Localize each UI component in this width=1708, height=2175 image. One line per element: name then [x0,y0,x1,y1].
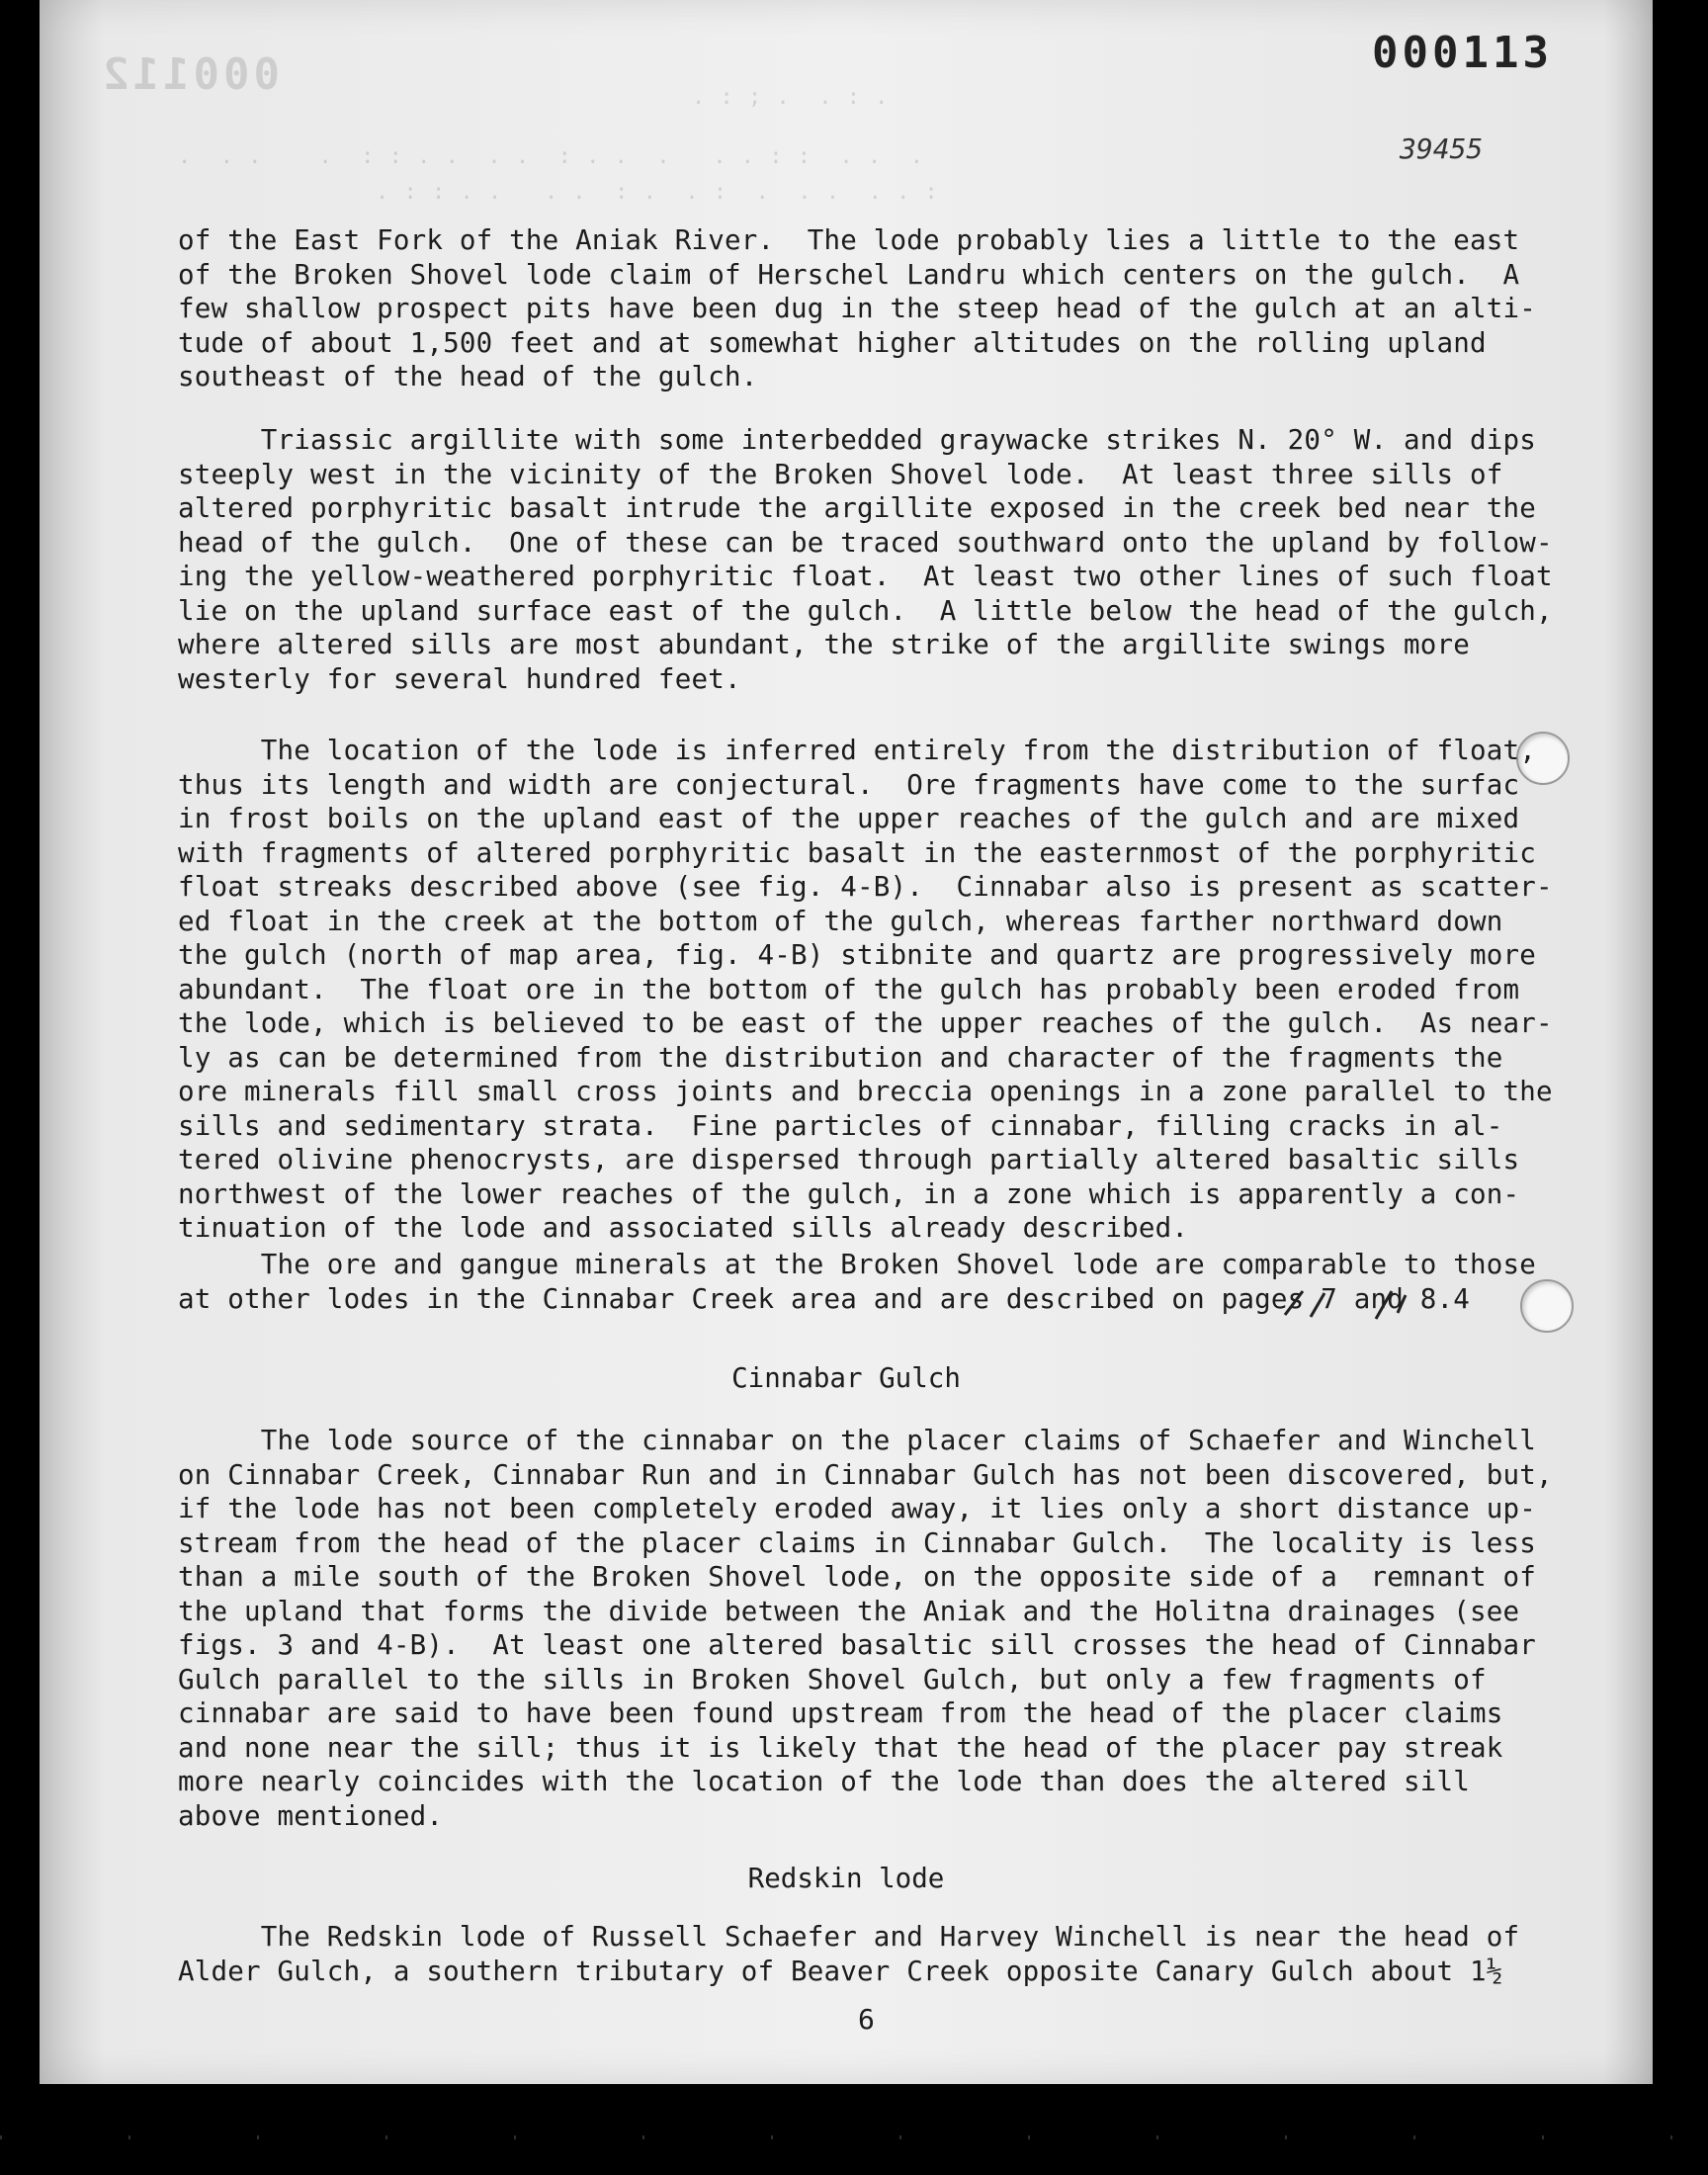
text-line: tude of about 1,500 feet and at somewhat higher altitudes on the rolling upland [178,326,1487,359]
text-line: where altered sills are most abundant, the strike of the argillite swings more [178,629,1470,660]
text-line: more nearly coincides with the location of the lode than does the altered sill [178,1766,1470,1797]
paragraph-2 [178,423,1553,696]
text-line: on Cinnabar Creek, Cinnabar Run and in Cinnabar Gulch has not been discovered, but, [178,1458,1553,1491]
text-line: of the East Fork of the Aniak River. The lode probably lies a little to the east [178,224,1520,256]
text-line: float streaks described above (see fig. 4-B). Cinnabar also is present as scatter- [178,871,1553,903]
page-number: 6 [858,2003,875,2036]
text-line: tered olivine phenocrysts, are dispersed through partially altered basaltic sills [178,1144,1520,1175]
text-line: sills and sedimentary strata. Fine particles of cinnabar, filling cracks in al- [178,1109,1503,1142]
text-line: abundant. The float ore in the bottom of the gulch has probably been eroded from [178,973,1520,1005]
text-line: the lode, which is believed to be east of the upper reaches of the gulch. As near- [178,1007,1553,1039]
text-line: altered porphyritic basalt intrude the argillite exposed in the creek bed near the [178,492,1537,524]
text-line: if the lode has not been completely eroded away, it lies only a short distance up- [178,1493,1537,1524]
text-line: tinuation of the lode and associated sills already described. [178,1212,1189,1244]
text-line: ing the yellow-weathered porphyritic float. At least two other lines of such float [178,561,1553,592]
section-heading-cinnabar-gulch: Cinnabar Gulch [731,1362,961,1394]
text-line: figs. 3 and 4-B). At least one altered basaltic sill crosses the head of Cinnabar [178,1629,1537,1661]
faint-document-number: 000112 [99,49,280,100]
text-line: ore minerals fill small cross joints and breccia openings in a zone parallel to the [178,1076,1553,1107]
text-line: of the Broken Shovel lode claim of Herschel Landru which centers on the gulch. A [178,258,1520,291]
text-line: The lode source of the cinnabar on the placer claims of Schaefer and Winchell [178,1425,1537,1456]
text-line: few shallow prospect pits have been dug in the steep head of the gulch at an alti- [178,293,1537,324]
bleed-through-mark: . . . . : : . . . . : . . . . . : : . . . [178,144,924,169]
text-line: lie on the upland surface east of the gulch. A little below the head of the gulch, [178,594,1553,627]
text-line: head of the gulch. One of these can be traced southward onto the upland by follow- [178,526,1553,559]
text-line: the gulch (north of map area, fig. 4-B) stibnite and quartz are progressively more [178,939,1537,971]
text-line: and none near the sill; thus it is likely that the head of the placer pay streak [178,1731,1503,1764]
text-line: steeply west in the vicinity of the Broken Shovel lode. At least three sills of [178,458,1503,490]
text-line: The Redskin lode of Russell Schaefer and Harvey Winchell is near the head of [178,1921,1520,1953]
bleed-through-mark: . : ; . . : . [692,85,890,110]
text-line: the upland that forms the divide between the Aniak and the Holitna drainages (see [178,1595,1520,1627]
text-line: stream from the head of the placer claims in Cinnabar Gulch. The locality is less [178,1526,1537,1559]
text-line: The location of the lode is inferred entirely from the distribution of float, [178,735,1537,766]
section-heading-redskin-lode: Redskin lode [747,1863,945,1894]
text-line: The ore and gangue minerals at the Broken Shovel lode are comparable to those [178,1249,1537,1280]
paragraph-1 [178,223,1536,394]
text-line: westerly for several hundred feet. [178,662,741,695]
text-line: at other lodes in the Cinnabar Creek area and are described on pages 7 and 8.4 [178,1282,1470,1315]
text-line: Triassic argillite with some interbedded graywacke strikes N. 20° W. and dips [178,424,1537,456]
document-number: 000113 [1372,28,1553,78]
text-line: thus its length and width are conjectural. Ore fragments have come to the surfac [178,768,1520,801]
text-line: cinnabar are said to have been found upstream from the head of the placer claims [178,1697,1503,1729]
paragraph-5 [178,1424,1553,1833]
text-line: in frost boils on the upland east of the upper reaches of the gulch and are mixed [178,803,1520,834]
reference-number: 39455 [1400,132,1484,165]
text-line: ly as can be determined from the distribution and character of the fragments the [178,1041,1503,1074]
scan-edge-artifact [0,2135,1708,2139]
handwritten-correction [1281,1285,1409,1325]
text-line: Alder Gulch, a southern tributary of Beaver Creek opposite Canary Gulch about 1½ [178,1955,1503,1987]
paragraph-6 [178,1920,1519,1988]
text-line: southeast of the head of the gulch. [178,361,758,392]
paragraph-3 [178,734,1553,1246]
text-line: ed float in the creek at the bottom of the gulch, whereas farther northward down [178,905,1503,937]
text-line: northwest of the lower reaches of the gulch, in a zone which is apparently a con- [178,1177,1520,1210]
bleed-through-mark: . : : . . . . : . . : . . . . . : [376,180,939,205]
text-line: above mentioned. [178,1799,444,1832]
text-line: than a mile south of the Broken Shovel lode, on the opposite side of a remnant of [178,1561,1537,1593]
text-line: Gulch parallel to the sills in Broken Shovel Gulch, but only a few fragments of [178,1663,1487,1696]
text-line: with fragments of altered porphyritic basalt in the easternmost of the porphyritic [178,836,1537,869]
